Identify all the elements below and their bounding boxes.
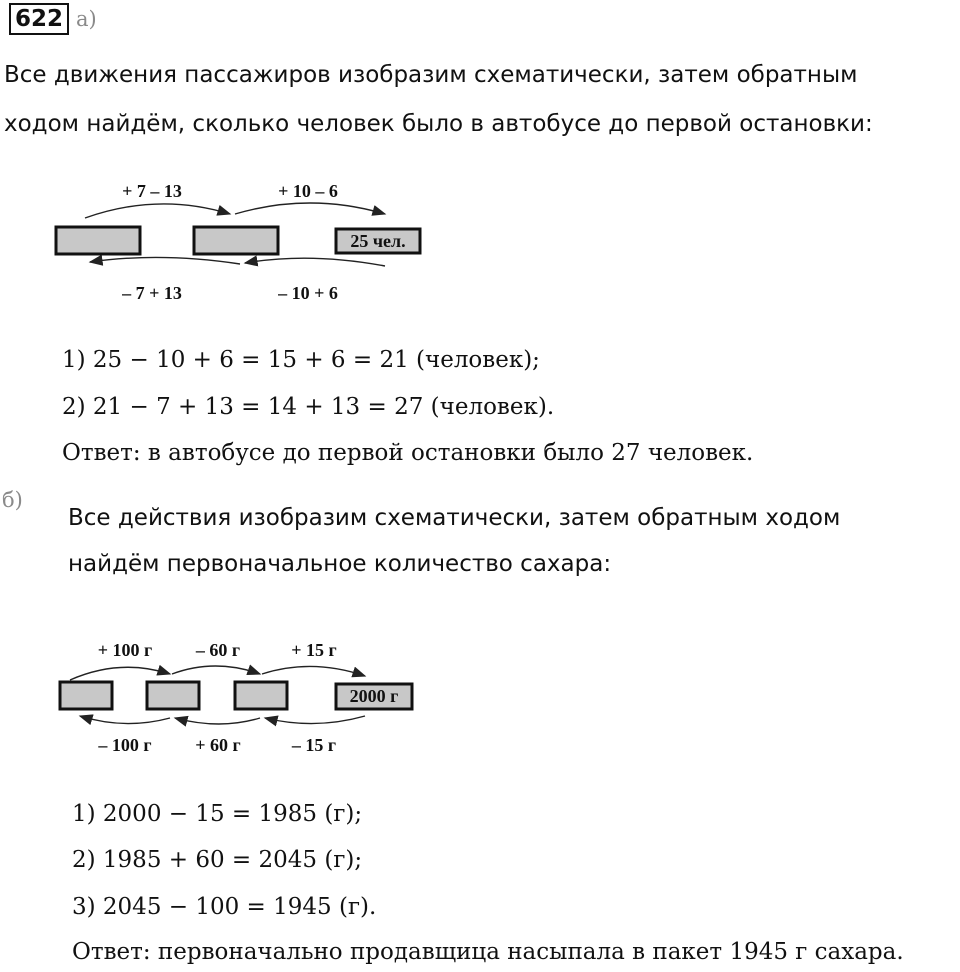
top-label-2: – 60 г (195, 640, 241, 660)
bottom-arrow-1 (245, 258, 385, 266)
top-arrow-3 (262, 666, 365, 676)
part-b-intro-line2: найдём первоначальное количество сахара: (68, 551, 612, 577)
empty-box-1 (60, 682, 112, 709)
part-b-label: б) (2, 488, 23, 512)
end-box-label: 25 чел. (350, 231, 406, 251)
top-arrow-2 (235, 203, 385, 214)
problem-number: 622 (9, 3, 69, 35)
top-label-3: + 15 г (291, 640, 337, 660)
top-arrow-1 (70, 667, 170, 680)
part-a-label: а) (76, 7, 97, 31)
bottom-arrow-1 (265, 716, 365, 724)
bottom-label-2: – 10 + 6 (278, 283, 338, 303)
empty-box-1 (56, 227, 140, 254)
part-b-step-2: 2) 1985 + 60 = 2045 (г); (72, 847, 363, 873)
part-a-step-2: 2) 21 − 7 + 13 = 14 + 13 = 27 (человек). (62, 394, 555, 420)
part-a-answer: Ответ: в автобусе до первой остановки было 27 человек. (62, 440, 754, 466)
part-a-diagram (40, 170, 460, 310)
top-arrow-2 (172, 666, 260, 674)
bottom-arrow-2 (175, 718, 260, 724)
empty-box-2 (194, 227, 278, 254)
bottom-label-1: – 100 г (98, 735, 152, 755)
bottom-label-3: – 15 г (291, 735, 337, 755)
part-b-step-1: 1) 2000 − 15 = 1985 (г); (72, 801, 363, 827)
part-b-intro-line1: Все действия изобразим схематически, затем обратным ходом (68, 505, 841, 531)
part-a-step-1: 1) 25 − 10 + 6 = 15 + 6 = 21 (человек); (62, 347, 540, 373)
top-arrow-1 (85, 204, 230, 218)
bottom-label-2: + 60 г (195, 735, 241, 755)
bottom-arrow-2 (90, 257, 240, 264)
empty-box-3 (235, 682, 287, 709)
top-label-1: + 7 – 13 (122, 181, 182, 201)
end-box-label: 2000 г (349, 686, 399, 706)
part-b-answer: Ответ: первоначально продавщица насыпала в пакет 1945 г сахара. (72, 939, 904, 965)
bottom-label-1: – 7 + 13 (122, 283, 182, 303)
part-a-intro-line2: ходом найдём, сколько человек было в автобусе до первой остановки: (4, 111, 873, 137)
empty-box-2 (147, 682, 199, 709)
part-b-step-3: 3) 2045 − 100 = 1945 (г). (72, 894, 377, 920)
part-a-intro-line1: Все движения пассажиров изобразим схематически, затем обратным (4, 62, 858, 88)
bottom-arrow-3 (80, 716, 170, 724)
top-label-1: + 100 г (97, 640, 153, 660)
top-label-2: + 10 – 6 (278, 181, 338, 201)
part-b-diagram (50, 630, 430, 760)
